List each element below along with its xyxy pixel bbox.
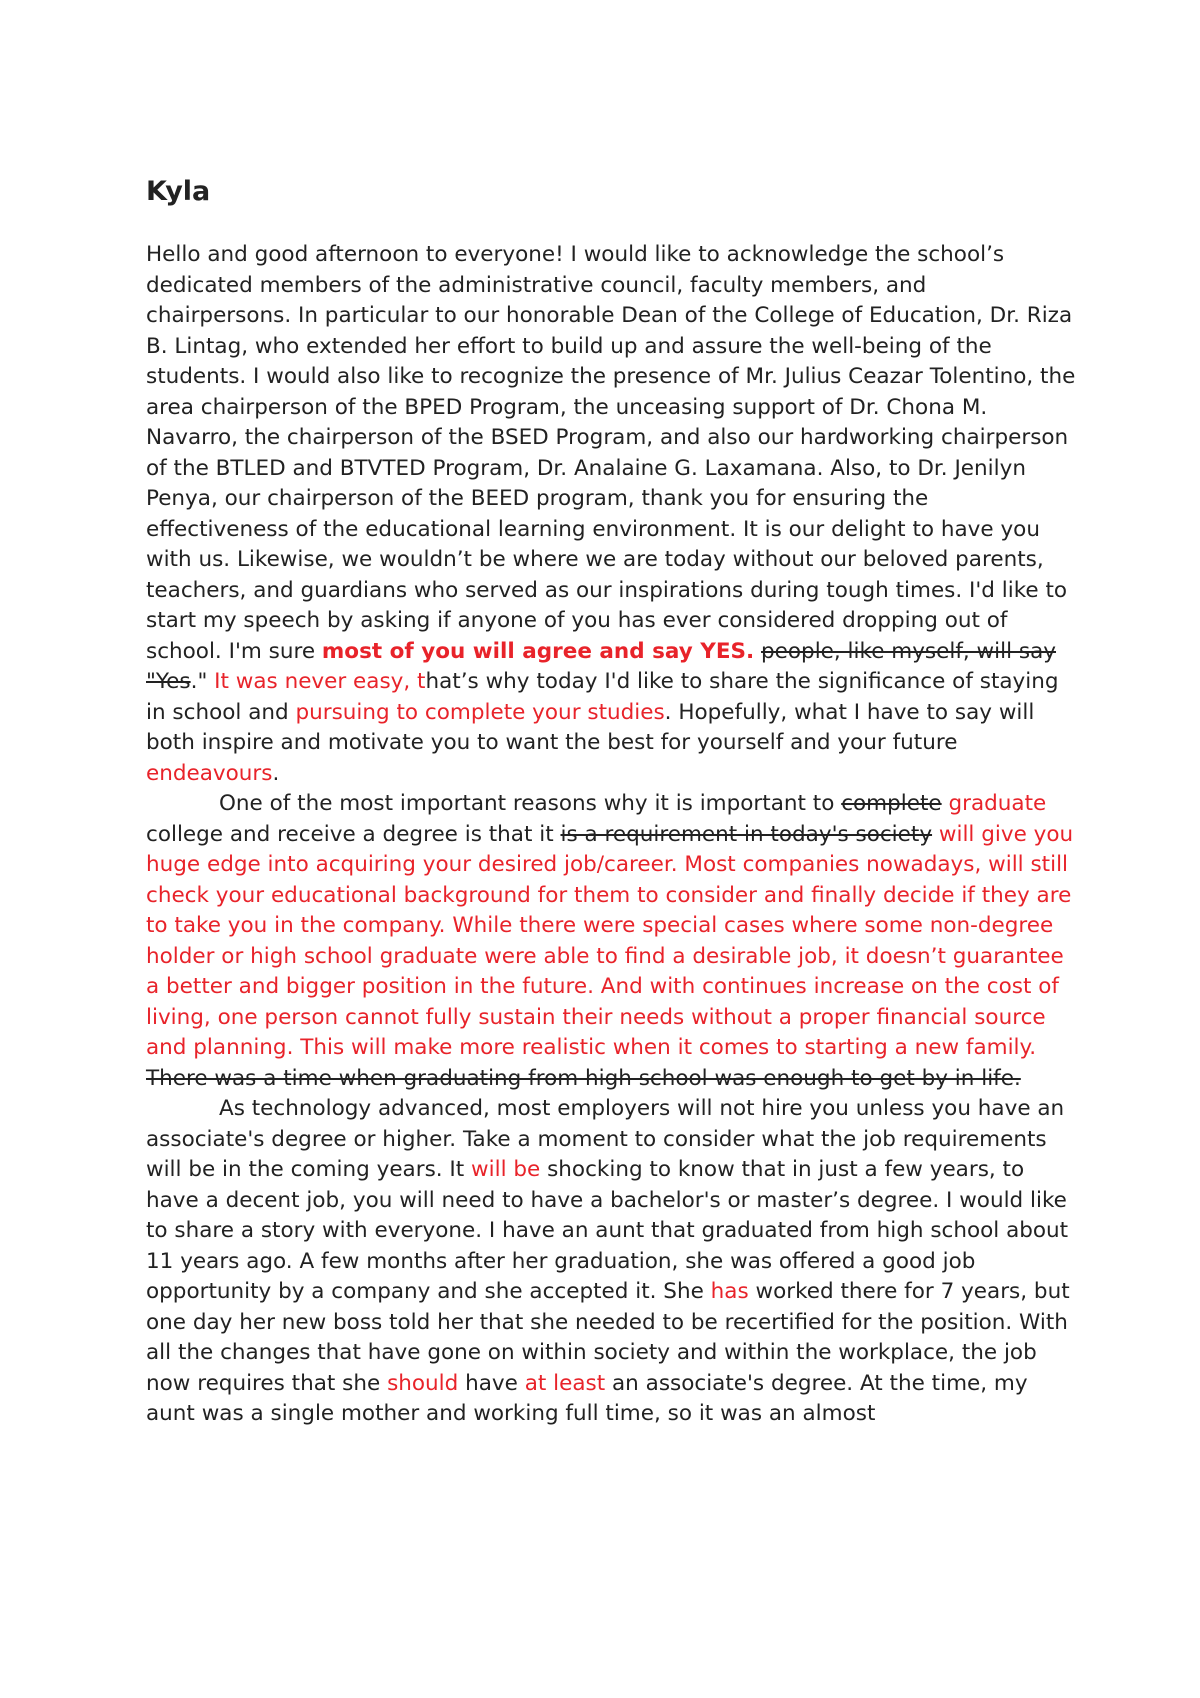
- strikethrough-text: There was a time when graduating from high school was enough to get by in life.: [146, 1065, 1021, 1091]
- edit-text: will give you huge edge into acquiring your desired job/career. Most companies nowadays, will still check your educational background for them to consider and finally decide if they are to take you in the company. While there were special cases where some non-degree holder or high school graduate were able to find a desirable job, it doesn’t guarantee a better and bigger position in the future. And with continues increase on the cost of living, one person cannot fully sustain their needs without a proper financial source and planning. This will make more realistic when it comes to starting a new family.: [146, 821, 1074, 1060]
- text-run: Hello and good afternoon to everyone! I would like to acknowledge the school’s dedicated members of the administrative council, faculty members, and chairpersons. In particular to our honorable Dean of the College of Education, Dr. Riza B. Lintag, who extended her effort to build up and assure the well-being of the students. I would also like to recognize the presence of Mr. Julius Ceazar Tolentino, the area chairperson of the BPED Program, the unceasing support of Dr. Chona M. Navarro, the chairperson of the BSED Program, and also our hardworking chairperson of the BTLED and BTVTED Program, Dr. Analaine G. Laxamana. Also, to Dr. Jenilyn Penya, our chairperson of the BEED program, thank you for ensuring the effectiveness of the educational learning environment. It is our delight to have you with us. Likewise, we wouldn’t be where we are today without our beloved parents, teachers, and guardians who served as our inspirations during tough times. I'd like to start my speech by asking if anyone of you has ever considered dropping out of school. I'm sure: [146, 242, 1076, 664]
- text-run: [754, 639, 761, 664]
- document-body: [146, 172, 1076, 1430]
- text-run: shocking to know that in just a few years, to have a decent job, you will need to have a bachelor's or master’s degree. I would like to share a story with everyone. I have an aunt that graduated from high school about 11 years ago. A few months after her graduation, she was offered a good job opportunity by a company and she accepted it. She: [146, 1157, 1069, 1304]
- text-run: . Hopefully, what I have to say will both inspire and motivate you to want the best for yourself and your future: [146, 699, 1035, 755]
- edit-text: should: [387, 1370, 459, 1396]
- text-run: an associate's degree. At the time, my aunt was a single mother and working full time, so it was an almost: [146, 1370, 1028, 1426]
- text-run: As technology advanced, most employers will not hire you unless you have an associate's degree or higher. Take a moment to consider what the job requirements will be in the coming years. It: [146, 1096, 1065, 1182]
- text-run: hat’s why today I'd like to share the significance of staying in school and: [146, 669, 1059, 725]
- text-run: have: [458, 1370, 525, 1396]
- edit-text: will be: [471, 1157, 541, 1182]
- strikethrough-text: people, like myself, will say "Yes: [146, 638, 1057, 694]
- strikethrough-text: is a requirement in today's society: [560, 821, 933, 847]
- document-title: Kyla: [146, 176, 211, 207]
- edit-text: endeavours: [146, 760, 273, 786]
- text-run: worked there for 7 years, but one day her new boss told her that she needed to be recertified for the position. With all the changes that have gone on within society and within the workplace, the job now requires that she: [146, 1279, 1070, 1396]
- paragraph: [146, 1094, 1076, 1430]
- edit-text: graduate: [948, 791, 1047, 816]
- edit-text: has: [710, 1279, 749, 1304]
- strikethrough-text: complete: [841, 791, 942, 816]
- text-run: .: [272, 760, 280, 786]
- paragraph: [146, 240, 1076, 789]
- edit-text: at least: [524, 1370, 606, 1396]
- text-run: One of the most important reasons why it is important to: [219, 791, 842, 816]
- highlighted-edit-text: most of you will agree and say YES.: [321, 638, 755, 664]
- text-run: .": [190, 669, 215, 694]
- text-run: college and receive a degree is that it: [146, 821, 561, 847]
- paragraph-container: [146, 240, 1076, 1430]
- edit-text: It was never easy, t: [214, 669, 426, 694]
- paragraph: [146, 789, 1076, 1094]
- text-run: [932, 822, 939, 847]
- edit-text: pursuing to complete your studies: [295, 699, 665, 725]
